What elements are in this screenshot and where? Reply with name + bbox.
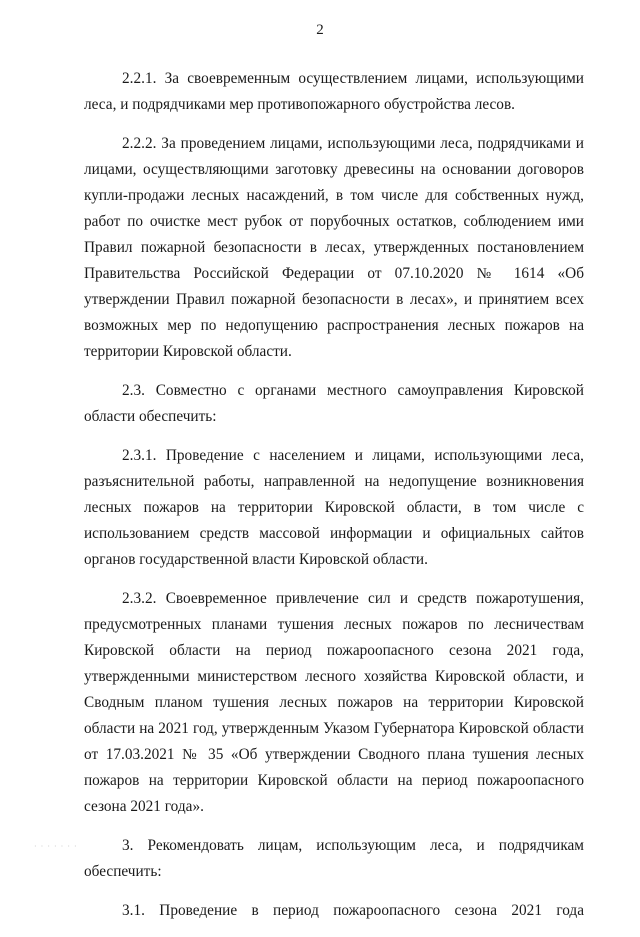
page-number: 2: [316, 22, 324, 38]
document-body: [84, 66, 584, 937]
paragraph-2-3-2: 2.3.2. Своевременное привлечение сил и средств пожаротушения, предусмотренных планами тушения лесных пожаров по лесничествам Кировской области на период пожароопасного сезона 2021 года, утвержденными министерством лесного хозяйства Кировской области, и Сводным планом тушения лесных пожаров на территории Кировской области на 2021 год, утвержденным Указом Губернатора Кировской области от 17.03.2021 № 35 «Об утверждении Сводного плана тушения лесных пожаров на территории Кировской области на период пожароопасного сезона 2021 года».: [84, 590, 584, 815]
paragraph-2-3: 2.3. Совместно с органами местного самоуправления Кировской области обеспечить:: [84, 382, 584, 425]
paragraph-2-2-1: 2.2.1. За своевременным осуществлением лицами, использующими леса, и подрядчиками мер противопожарного обустройства лесов.: [84, 70, 584, 113]
paragraph-3: 3. Рекомендовать лицам, использующим леса, и подрядчикам обеспечить:: [84, 837, 584, 880]
paragraph-3-1: 3.1. Проведение в период пожароопасного сезона 2021 года: [122, 902, 584, 919]
paragraph-2-2-2: 2.2.2. За проведением лицами, использующими леса, подрядчиками и лицами, осуществляющими заготовку древесины на основании договоров купли-продажи лесных насаждений, в том числе для собственных нужд, работ по очистке мест рубок от порубочных остатков, соблюдением ими Правил пожарной безопасности в лесах, утвержденных постановлением Правительства Российской Федерации от 07.10.2020 № 1614 «Об утверждении Правил пожарной безопасности в лесах», и принятием всех возможных мер по недопущению распространения лесных пожаров на территории Кировской области.: [84, 135, 584, 360]
paragraph-2-3-1: 2.3.1. Проведение с населением и лицами, использующими леса, разъяснительной работы, направленной на недопущение возникновения лесных пожаров на территории Кировской области, в том числе с использованием средств массовой информации и официальных сайтов органов государственной власти Кировской области.: [84, 447, 584, 568]
scan-artifact: · · · · · · ·: [34, 842, 78, 851]
